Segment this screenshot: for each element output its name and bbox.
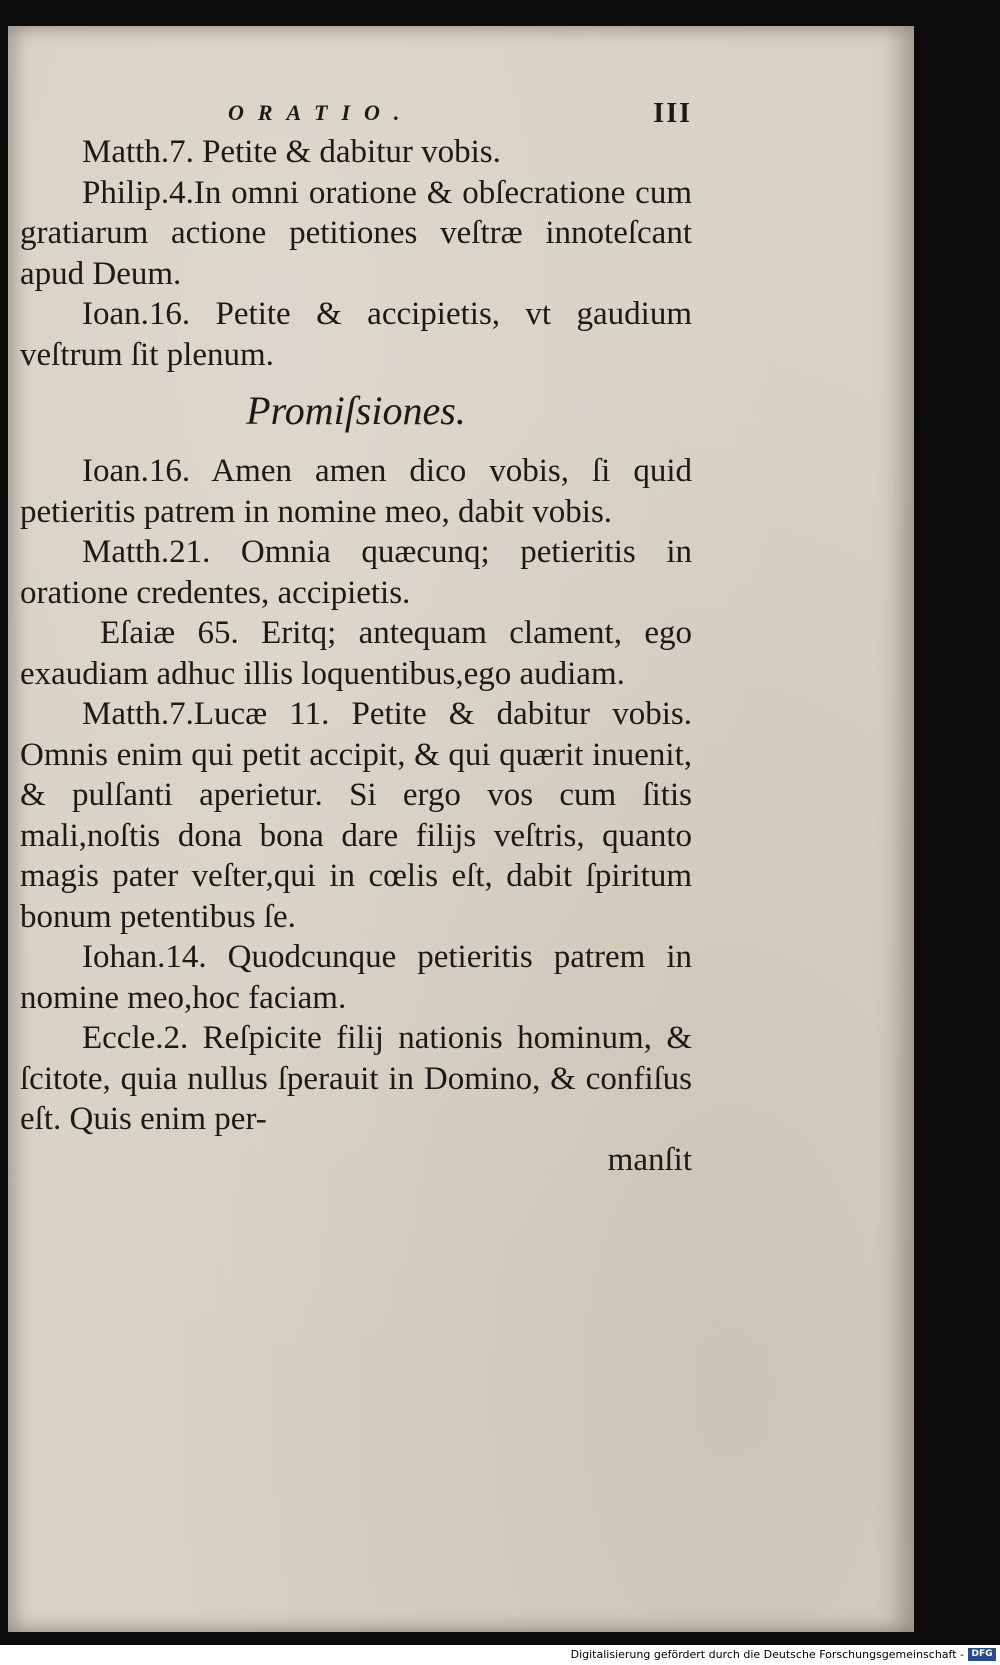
paragraph-matth-7-lucae-11: Matth.7.Lucæ 11. Petite & dabitur vobis. Omnis enim qui petit accipit, & qui quærit inuenit, & pulſanti aperietur. Si ergo vos cum ſitis mali,noſtis dona bona dare filijs veſtris, quanto magis pater veſter,qui in cœlis eſt, dabit ſpiritum bonum petentibus ſe. <box>20 696 692 935</box>
paragraph-philip-4: Philip.4.In omni oratione & obſecratione cum gratiarum actione petitiones veſtræ innoteſcant apud Deum. <box>20 174 692 292</box>
running-head <box>20 94 692 132</box>
paragraph-ioan-16: Ioan.16. Petite & accipietis, vt gaudium veſtrum ſit plenum. <box>20 296 692 373</box>
section-heading: Promiſsiones. <box>246 388 466 433</box>
running-head-title: ORATIO. <box>228 100 414 125</box>
page-text-block <box>20 94 692 1180</box>
footer-bar <box>0 1645 1000 1665</box>
paragraph-ioan-16-promise: Ioan.16. Amen amen dico vobis, ſi quid petieritis patrem in nomine meo, dabit vobis. <box>20 453 692 530</box>
catchword: manſit <box>607 1141 692 1178</box>
paragraph-eccle-2: Eccle.2. Reſpicite filij nationis hominum, & ſcitote, quia nullus ſperauit in Domino, & confiſus eſt. Quis enim per- <box>20 1020 692 1137</box>
paragraph-iohan-14: Iohan.14. Quodcunque petieritis patrem in nomine meo,hoc faciam. <box>20 939 692 1016</box>
funding-credit: Digitalisierung gefördert durch die Deutsche Forschungsgemeinschaft - <box>570 1648 964 1661</box>
book-page <box>8 26 914 1632</box>
page-number: III <box>653 98 692 129</box>
paragraph-esaiae-65: Eſaiæ 65. Eritq; antequam clament, ego exaudiam adhuc illis loquentibus,ego audiam. <box>20 615 692 692</box>
paragraph-matth-21: Matth.21. Omnia quæcunq; petieritis in oratione credentes, accipietis. <box>20 534 692 611</box>
dfg-logo-icon: DFG <box>968 1648 996 1661</box>
paragraph-matth-7: Matth.7. Petite & dabitur vobis. <box>82 134 501 170</box>
